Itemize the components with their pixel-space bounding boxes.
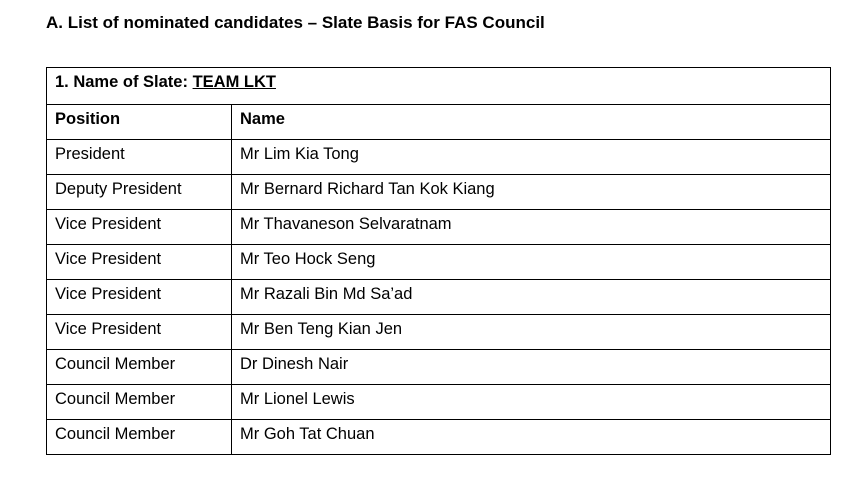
position-cell: Vice President [47, 210, 232, 245]
slate-name-cell [47, 68, 831, 105]
table-row [47, 315, 831, 350]
name-cell: Mr Lim Kia Tong [232, 140, 831, 175]
position-cell: President [47, 140, 232, 175]
section-heading: A. List of nominated candidates – Slate Basis for FAS Council [46, 13, 545, 32]
table-row [47, 280, 831, 315]
name-cell: Dr Dinesh Nair [232, 350, 831, 385]
name-cell: Mr Goh Tat Chuan [232, 420, 831, 455]
table-row [47, 245, 831, 280]
table-row [47, 420, 831, 455]
name-cell: Mr Ben Teng Kian Jen [232, 315, 831, 350]
table-row [47, 140, 831, 175]
table-row [47, 385, 831, 420]
slate-name-row [47, 68, 831, 105]
position-cell: Vice President [47, 245, 232, 280]
table-row [47, 350, 831, 385]
position-cell: Council Member [47, 350, 232, 385]
name-cell: Mr Lionel Lewis [232, 385, 831, 420]
name-cell: Mr Teo Hock Seng [232, 245, 831, 280]
position-cell: Vice President [47, 315, 232, 350]
position-cell: Vice President [47, 280, 232, 315]
column-header-position: Position [47, 105, 232, 140]
name-cell: Mr Razali Bin Md Sa’ad [232, 280, 831, 315]
table-row [47, 175, 831, 210]
position-cell: Deputy President [47, 175, 232, 210]
name-cell: Mr Bernard Richard Tan Kok Kiang [232, 175, 831, 210]
candidates-table [46, 67, 831, 455]
column-header-name: Name [232, 105, 831, 140]
position-cell: Council Member [47, 420, 232, 455]
slate-label: 1. Name of Slate: [55, 73, 188, 91]
position-cell: Council Member [47, 385, 232, 420]
name-cell: Mr Thavaneson Selvaratnam [232, 210, 831, 245]
slate-name: TEAM LKT [192, 73, 276, 91]
table-row [47, 210, 831, 245]
table-header-row [47, 105, 831, 140]
